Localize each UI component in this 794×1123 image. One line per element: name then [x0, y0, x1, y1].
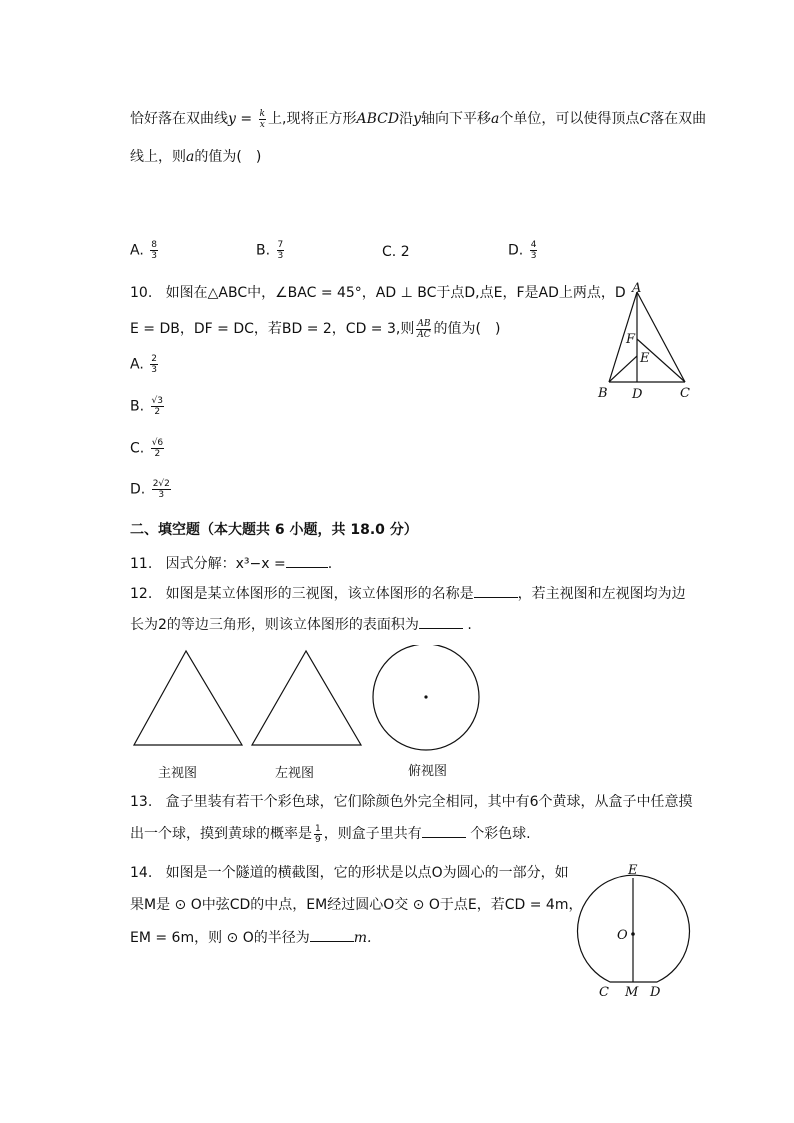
side-view-triangle: [252, 651, 361, 745]
label-f: F: [626, 332, 636, 347]
q10-line1: 10. 如图在△ABC中，∠BAC = 45°，AD ⊥ BC于点D,点E，F是AD上两点，D: [130, 285, 626, 301]
q14-answer-blank[interactable]: [310, 929, 354, 942]
caption-front-view: 主视图: [158, 766, 198, 781]
label-d: D: [632, 387, 643, 402]
q11: 11. 因式分解：x³−x = .: [130, 556, 333, 572]
q14-line2: 果M是 ⊙ O中弦CD的中点，EM经过圆心O交 ⊙ O于点E，若CD = 4m，: [130, 897, 583, 913]
q12-three-views: [130, 645, 490, 755]
q10-option-a[interactable]: A. $\frac{2}{3}$: [130, 354, 157, 375]
q10-option-b[interactable]: B. $\frac{√3}{2}$: [130, 396, 163, 417]
q12-answer-blank-2[interactable]: [419, 616, 463, 629]
label-d: D: [650, 985, 661, 1000]
label-c: C: [680, 386, 690, 401]
front-view-triangle: [134, 651, 242, 745]
q9-option-c[interactable]: C. 2: [382, 244, 410, 260]
caption-top-view: 俯视图: [408, 764, 448, 779]
q10-triangle-figure: [590, 280, 700, 405]
q13-answer-blank[interactable]: [422, 825, 466, 838]
q10-option-c[interactable]: C. $\frac{√6}{2}$: [130, 438, 164, 459]
label-e: E: [640, 351, 650, 366]
top-view-center-dot: [424, 695, 427, 698]
center-o-dot: [631, 932, 635, 936]
label-a: A: [632, 281, 642, 296]
section-title: 二、填空题（本大题共 6 小题，共 18.0 分）: [130, 522, 418, 538]
q9-fraction-k-over-x: $\frac{k}{x}$: [259, 108, 266, 130]
q10-line2: E = DB，DF = DC，若BD = 2，CD = 3,则 $\frac{AB}{AC}$ 的值为( ): [130, 318, 501, 340]
q10-fraction-ab-over-ac: $\frac{AB}{AC}$: [417, 318, 431, 340]
q9-option-d[interactable]: D. $\frac{4}{3}$: [508, 240, 537, 261]
label-o: O: [617, 928, 628, 943]
q9-line1: 恰好落在双曲线y = $\frac{k}{x}$ 上,现将正方形ABCD沿y轴向下平移a个单位，可以使得顶点C落在双曲: [130, 108, 707, 130]
q9-option-b[interactable]: B. $\frac{7}{3}$: [256, 240, 284, 261]
label-b: B: [598, 386, 608, 401]
q12-answer-blank-1[interactable]: [474, 585, 518, 598]
label-e: E: [628, 863, 638, 878]
label-c: C: [599, 985, 609, 1000]
q9-option-a[interactable]: A. $\frac{8}{3}$: [130, 240, 157, 261]
q14-line3: EM = 6m，则 ⊙ O的半径为 m.: [130, 930, 372, 946]
q14-tunnel-figure: [570, 858, 700, 1003]
q14-line1: 14. 如图是一个隧道的横截图，它的形状是以点O为圆心的一部分，如: [130, 865, 569, 881]
q12-line1: 12. 如图是某立体图形的三视图，该立体图形的名称是 ，若主视图和左视图均为边: [130, 586, 686, 602]
line-ac: [637, 292, 685, 382]
q13-line2: 出一个球，摸到黄球的概率是 $\frac{1}{9}$ ，则盒子里共有 个彩色球.: [130, 823, 531, 845]
q11-answer-blank[interactable]: [286, 555, 328, 568]
q13-line1: 13. 盒子里装有若干个彩色球，它们除颜色外完全相同，其中有6个黄球，从盒子中任意摸: [130, 794, 693, 810]
q10-option-d[interactable]: D. $\frac{2√2}{3}$: [130, 479, 170, 500]
label-m: M: [625, 985, 639, 1000]
q12-line2: 长为2的等边三角形，则该立体图形的表面积为 .: [130, 617, 472, 633]
q9-line2: 线上，则a的值为( ): [130, 149, 262, 165]
caption-side-view: 左视图: [275, 766, 315, 781]
q13-fraction-one-ninth: $\frac{1}{9}$: [315, 823, 321, 845]
